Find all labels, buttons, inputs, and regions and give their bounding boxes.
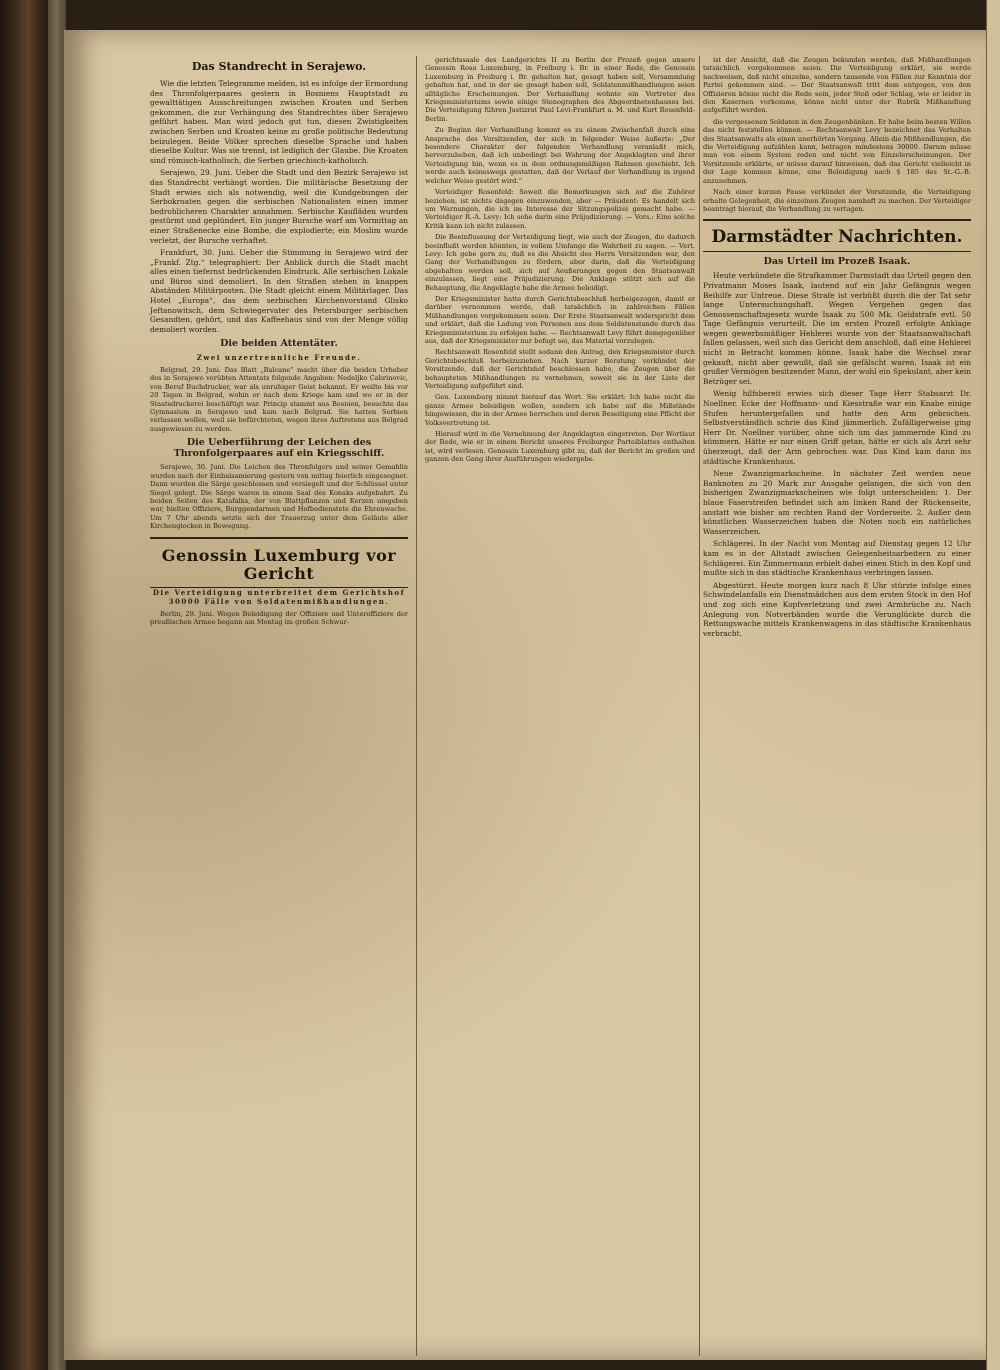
article-paragraph: Heute verkündete die Strafkammer Darmstadt das Urteil gegen den Privatmann Moses Isaak, lautend auf ein Jahr Gefängnis wegen Beihilfe zur Untreue. Diese Strafe ist verbüßt durch die der Tat sehr lange Untersuchungshaft. Wegen Vergehen gegen das Genossenschaftsgesetz wurde Isaak zu 500 Mk. Geldstrafe evtl. 50 Tage Gefängnis verurteilt. Die im ersten Prozeß erfolgte Anklage wegen gewerbsmäßiger Hehlerei wurde von der Staatsanwaltschaft fallen gelassen, weil sich das Gericht dem anschloß, daß eine Hehlerei nicht in Betracht kommen könne. Isaak habe die Wechsel zwar gekauft, nicht aber gewußt, daß sie gefälscht waren. Isaak ist ein großer Vermögen besitzender Mann, der wohl ein Spekulant, aber kein Betrüger sei. [703, 271, 971, 386]
article-paragraph: Serajewo, 30. Juni. Die Leichen des Thronfolgers und seiner Gemahlin wurden nach der Einbalsamierung gestern von mittag feierlich eingesegnet. Dann wurden die Särge geschlossen und versiegelt und der Schlüssel unter Siegel gelegt. Die Särge waren in einem Saal des Konaks aufgebahrt. Zu beiden Seiten des Katafalks, der von Blattpflanzen und Kerzen umgeben war, hielten Offiziere, Burggendarmen und Hofbedienstete die Ehrenwache. Um 7 Uhr abends setzte sich der Trauerzug unter dem Geläute aller Kirchenglocken in Bewegung. [150, 463, 408, 531]
column-rule [416, 56, 417, 1356]
headline-ueberfuehrung: Die Ueberführung der Leichen des Thronfolgerpaares auf ein Kriegsschiff. [173, 437, 385, 460]
luxemburg-heading-box [150, 537, 408, 588]
darmstadt-heading-box [703, 219, 971, 252]
article-paragraph: Berlin, 29. Juni. Wegen Beleidigung der Offiziere und Unteroffiziere der preußischen Armee begann am Montag im großen Schwur- [150, 609, 408, 627]
column-1 [150, 56, 408, 630]
article-paragraph: Wenig hilfsbereit erwies sich dieser Tage Herr Stabsarzt Dr. Noellner. Ecke der Hoffmann- und Kiesstraße war ein Knabe einige Stufen heruntergefallen und hatte den Arm gebrochen. Selbstverständlich schrie das Kind jämmerlich. Zufälligerweise ging Herr Dr. Noellner vorüber, ohne sich um das jammernde Kind zu kümmern. Hätte er nur einen Griff getan, hätte er sich als Arzt sehr überzeugt, daß der Arm gebrochen war. Das Kind kam dann ins städtische Krankenhaus. [703, 389, 971, 466]
column-2 [425, 56, 695, 467]
article-paragraph: die vergessenen Soldaten in den Zeugenbänken. Er habe beim besten Willen das nicht feststellen können. — Rechtsanwalt Levy bezeichnet das Verhalten des Staatsanwalts als einen unerhörten Vorgang. Allein die Mißhandlungen, die die Verteidigung aufzählen kann, betragen mindestens 30000. Darum müsse man von einem System reden und nicht von Einzelerscheinungen. Der Vorsitzende erklärte, er müsse darauf hinweisen, daß das Gericht vielleicht in der Lage kommen könne, eine Beleidigung nach § 185 des St.-G.-B. anzunehmen. [703, 117, 971, 185]
article-paragraph: Nach einer kurzen Pause verkündet der Vorsitzende, die Verteidigung erhalte Gelegenheit, die einzelnen Zeugen namhaft zu machen. Der Verteidiger beantragt hierauf, die Verhandlung zu vertagen. [703, 188, 971, 213]
article-paragraph: Verteidiger Rosenfeld: Soweit die Bemerkungen sich auf die Zuhörer beziehen, ist nichts dagegen einzuwenden, aber — Präsident: Es handelt sich um Warnungen, die ich im Interesse der Sitzungspolizei gemacht habe. — Verteidiger R.-A. Levy: Ich sehe darin eine Präjudizierung. — Vors.: Eine solche Kritik kann ich nicht zulassen. [425, 188, 695, 230]
article-paragraph: Wie die letzten Telegramme melden, ist es infolge der Ermordung des Thronfolgerpaares gestern in Bosniens Hauptstadt zu gewalttätigen Ausschreitungen zwischen Kroaten und Serben gekommen, die zur Verhängung des Standrechtes über Serajewo geführt haben. Man wird jedoch gut tun, diesen Zwistigkeiten zwischen Serben und Kroaten keine zu große politische Bedeutung beizulegen. Beide Völker sprechen dieselbe Sprache und haben dieselbe Kultur. Was sie trennt, ist lediglich der Glaube. Die Kroaten sind römisch-katholisch, die Serben griechisch-katholisch. [150, 79, 408, 165]
article-paragraph: ist der Ansicht, daß die Zeugen bekunden werden, daß Mißhandlungen tatsächlich vorgekommen seien. Die Verteidigung erklärt, sie werde nachweisen, daß nicht einzelne, sondern tausende von Fällen zur Kenntnis der Partei gekommen sind. — Der Staatsanwalt tritt dem entgegen, von den Offizieren könne nicht die Rede sein, jeder Stoß oder Schlag, wie er leider in den Kasernen vorkomme, könne nicht unter der Rubrik Mißhandlung aufgeführt werden. [703, 56, 971, 115]
article-paragraph: gerichtssaale des Landgerichts II zu Berlin der Prozeß gegen unsere Genossin Rosa Luxemburg, in Freiburg i. Br. in einer Rede, die Genossin Luxemburg in Freiburg i. Br. gehalten hat, gesagt haben soll, Versammlung gehalten hat, und in der sie gesagt haben soll, Soldatenmißhandlungen seien alltägliche Erscheinungen. Der Verhandlung wohnte ein Vertreter des Kriegsministeriums sowie einige Stenographen des Abgeordnetenhauses bei. Die Verteidigung führen Justizrat Paul Levi-Frankfurt a. M. und Kurt Rosenfeld-Berlin. [425, 56, 695, 123]
headline-luxemburg: Genossin Luxemburg vor Gericht [161, 545, 397, 583]
next-page-edge [986, 0, 1000, 1370]
article-paragraph: Rechtsanwalt Rosenfeld stellt sodann den Antrag, den Kriegsminister durch Gerichtsbeschluß herbeizuziehen. Nach kurzer Beratung verkündet der Vorsitzende, daß der Gerichtshof beschlossen habe, die Zeugen über die behaupteten Mißhandlungen zu vernehmen, soweit sie in der Liste der Verteidigung aufgeführt sind. [425, 348, 695, 391]
headline-attentaeter: Die beiden Attentäter. [220, 338, 338, 350]
article-paragraph: Abgestürzt. Heute morgen kurz nach 8 Uhr stürzte infolge eines Schwindelanfalls ein Dienstmädchen aus dem ersten Stock in den Hof und zog sich eine Kopfverletzung und zwei Armbrüche zu. Nach Anlegung von Notverbänden wurde die Verunglückte durch die Rettungswache mittels Krankenwagens in das städtische Krankenhaus verbracht. [703, 580, 971, 638]
article-paragraph: Der Kriegsminister hatte durch Gerichtsbeschluß herbeigezogen, damit er darüber vernommen werde, daß tatsächlich in zahlreichen Fällen Mißhandlungen vorgekommen seien. Der Erste Staatsanwalt widerspricht dem und erklärt, daß die Ladung von Personen aus dem Soldatenstande durch das Kriegsministerium zu erfolgen habe. — Rechtsanwalt Levy führt demgegenüber aus, daß der Kriegsminister nur befugt sei, das Material vorzulegen. [425, 294, 695, 345]
column-3 [703, 56, 971, 641]
article-paragraph: Zu Beginn der Verhandlung kommt es zu einem Zwischenfall durch eine Ansprache des Vorsitzenden, der sich in folgender Weise äußerte: „Der besondere Charakter der folgenden Verhandlung veranlaßt mich, hervorzuheben, daß ich unbedingt bei Wahrung der Angeklagten und ihrer Verteidigung bin, wenn es in dem ordnungsmäßigen Rahmen geschieht. Ich werde auch keineswegs gestatten, daß der Verlauf der Verhandlung in irgend welcher Weise gestört wird.“ [425, 126, 695, 185]
column-rule [699, 56, 700, 1356]
subheadline: Zwei unzertrennliche Freunde. [196, 353, 362, 363]
subheadline: Die Verteidigung unterbreitet dem Gerichtshof 30000 Fälle von Soldatenmißhandlungen. [152, 587, 406, 607]
article-paragraph: Frankfurt, 30. Juni. Ueber die Stimmung in Serajewo wird der „Frankf. Ztg.“ telegraphiert: Der Anblick durch die Stadt macht alles einen tiefernst bedrückenden Eindruck. Alle serbischen Lokale und Büros sind demoliert. In den Straßen stehen in knappen Abständen Militärposten. Die Stadt gleicht einem Militärlager. Das Hotel „Europa“, das dem serbischen Kirchenvorstand Glisko Jeftanowitsch, dem Schwiegervater des Petersburger serbischen Gesandten, gehört, und das Kaffeehaus sind von der Menge völlig demoliert worden. [150, 248, 408, 334]
article-paragraph: Serajewo, 29. Juni. Ueber die Stadt und den Bezirk Serajewo ist das Standrecht verhängt worden. Die militärische Besetzung der Stadt erwies sich als notwendig, weil die Kundgebungen der Serbokroaten gegen die serbischen Nationalisten einen immer bedrohlicheren Charakter annahmen. Serbische Kaufläden wurden gestürmt und geplündert. Ein junger Bursche warf am Vormittag an einer Straßenecke eine Bombe, die explodierte; ein Moslim wurde verletzt, der Bursche verhaftet. [150, 168, 408, 245]
headline-standrecht: Das Standrecht in Serajewo. [191, 60, 367, 73]
article-paragraph: Belgrad, 29. Juni. Das Blatt „Balcane“ macht über die beiden Urheber des in Serajewo verübten Attentats folgende Angaben: Nedeljko Cabrinovic, von Beruf Buchdrucker, war als unruhiger Geist bekannt. Er weilte bis vor 20 Tagen in Belgrad, wohin er nach dem Kriege kam und wo er in der Staatsdruckerei beschäftigt war. Princip stammt aus Bosnien, besuchte das Gymnasium in Serajewo und kam nach Belgrad. Sie hatten Serbien verlassen wollen, weil sie befürchteten, wegen ihres Auftretens aus Belgrad ausgewiesen zu werden. [150, 366, 408, 433]
article-paragraph: Schlägerei. In der Nacht von Montag auf Dienstag gegen 12 Uhr kam es in der Altstadt zwischen Gelegenheitsarbeitern zu einer Schlägerei. Ein Zimmermann erhielt dabei einen Stich in den Kopf und mußte sich in das städtische Krankenhaus verbringen lassen. [703, 539, 971, 578]
article-paragraph: Hierauf wird in die Vernehmung der Angeklagten eingetreten. Der Wortlaut der Rede, wie er in einem Bericht unseres Freiburger Parteiblattes enthalten ist, wird verlesen. Genossin Luxemburg gibt zu, daß der Bericht im großen und ganzen den Gang ihrer Ausführungen wiedergebe. [425, 430, 695, 464]
headline-darmstaedter-nachrichten: Darmstädter Nachrichten. [711, 227, 963, 248]
article-paragraph: Neue Zwanzigmarkscheine. In nächster Zeit werden neue Banknoten zu 20 Mark zur Ausgabe gelangen, die sich von den bisherigen Zwanzigmarkscheinen wie folgt unterscheiden: 1. Der blaue Faserstreifen befindet sich am linken Rand der Rückenseite, anstatt wie bisher am rechten Rand der Vorderseite. 2. Außer dem künstlichen Wasserzeichen haben die Noten noch ein natürliches Wasserzeichen. [703, 469, 971, 536]
article-paragraph: Gen. Luxemburg nimmt hierauf das Wort. Sie erklärt: Ich habe nicht die ganze Armee beleidigen wollen, sondern ich habe auf die Mißstände hingewiesen, die in der Armee herrschen und deren Beseitigung eine Pflicht der Volksvertretung ist. [425, 393, 695, 427]
article-paragraph: Die Beeinflussung der Verteidigung liegt, wie auch der Zeugen, die dadurch beeinflußt werden könnten, in vollem Umfange die Wahrheit zu sagen. — Vert. Levy: Ich gebe gern zu, daß es die Absicht des Herrn Vorsitzenden war, den Gang der Verhandlungen zu fördern, aber darin, daß die Verteidigung abgehalten werden soll, sich auf Aeußerungen gegen den Staatsanwalt einzulassen, liegt eine Präjudizierung. Die Anklage stützt sich auf die Behauptung, die Angeklagte habe die Armee beleidigt. [425, 233, 695, 292]
headline-urteil-isaak: Das Urteil im Prozeß Isaak. [763, 256, 911, 268]
